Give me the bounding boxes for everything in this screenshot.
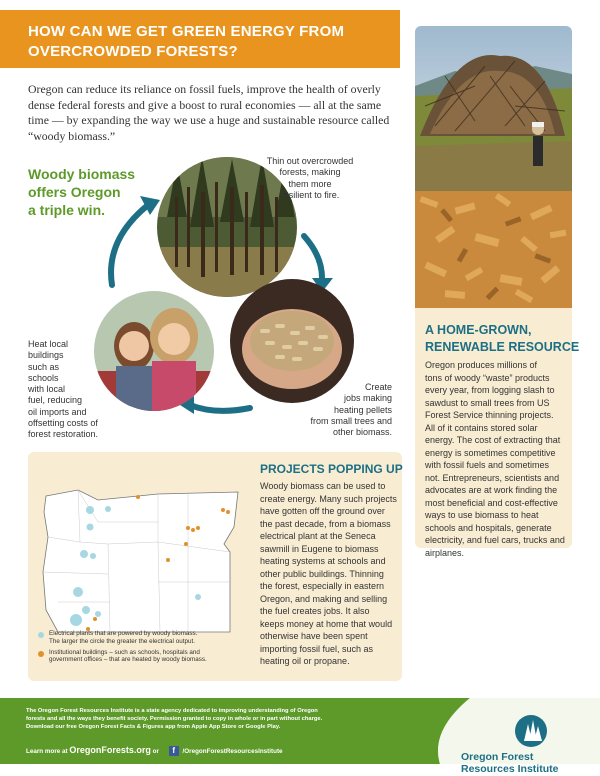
projects-body-line: importing fossil fuel, such as — [260, 643, 374, 654]
electric-plant-dot — [86, 506, 94, 514]
caption-line: Thin out overcrowded — [266, 156, 354, 166]
projects-body — [260, 480, 400, 668]
projects-body-line: keeps money at home that would — [260, 618, 393, 629]
learn-more-text: Learn more at — [26, 748, 68, 755]
intro-line: “woody biomass.” — [28, 128, 116, 143]
institutional-building-dot — [166, 558, 170, 562]
institutional-building-dot — [136, 495, 140, 499]
projects-body-line: other public buildings. Thinning — [260, 568, 384, 579]
homegrown-body-line: advocates are at work finding the — [425, 485, 558, 495]
homegrown-body-line: electricity, and fuel cars, trucks and — [425, 535, 565, 545]
caption-line: them more — [288, 178, 332, 189]
orange-dot-icon — [38, 651, 44, 657]
projects-body-line: sawmill in Eugene to biomass — [260, 543, 379, 554]
homegrown-title-line: RENEWABLE RESOURCE — [425, 340, 580, 354]
homegrown-body-line: schools and hospitals, generate — [425, 522, 552, 533]
wood-chips-photo — [415, 191, 572, 308]
projects-body-line: the forest, especially in eastern — [260, 581, 385, 591]
kids-circle-photo — [94, 291, 214, 411]
institutional-building-dot — [221, 508, 225, 512]
caption-line: forest restoration. — [28, 429, 99, 440]
heat-buildings-caption — [28, 339, 98, 441]
intro-line: time — by expanding the way we use a huge and sustainable resource called — [28, 113, 390, 127]
projects-body-line: Woody biomass can be used to — [260, 481, 386, 491]
electric-plant-dot — [73, 587, 83, 597]
legend-line: The larger the circle the greater the electrical output. — [49, 637, 195, 645]
caption-line: such as — [28, 361, 60, 372]
projects-body-line: otherwise have been spent — [260, 631, 368, 641]
homegrown-body-line: Forest Service thinning projects. — [425, 410, 554, 420]
homegrown-body-line: not. Entrepreneurs, scientists and — [425, 472, 560, 483]
intro-line: Oregon can reduce its reliance on fossil fuels, improve the health of overly — [28, 82, 381, 96]
legend-line: government offices – that are heated by woody biomass. — [49, 656, 207, 664]
electric-plant-dot — [90, 553, 96, 559]
homegrown-body-line: tons of woody “waste” products — [425, 372, 550, 383]
thin-forests-caption — [255, 156, 365, 201]
photo-column — [415, 26, 572, 308]
electric-plant-dot — [82, 606, 90, 614]
homegrown-body-line: with fossil fuels and sometimes — [425, 460, 550, 470]
projects-body-line: create energy. Many such projects — [260, 493, 397, 504]
facebook-icon: f — [169, 746, 179, 756]
facebook-link[interactable]: /OregonForestResourcesInstitute — [182, 748, 283, 755]
homegrown-title — [425, 322, 580, 356]
institutional-building-dot — [186, 526, 190, 530]
footer-line: The Oregon Forest Resources Institute is a state agency dedicated to improving understanding of Oregon — [26, 708, 318, 714]
homegrown-body-line: sawdust to small trees from US — [425, 397, 550, 408]
projects-body-line: have gotten off the ground over — [260, 506, 385, 516]
or-text: or — [152, 748, 159, 755]
electric-plant-dot — [195, 594, 201, 600]
caption-line: resilient to fire. — [280, 189, 340, 200]
homegrown-body-line: most beneficial and cost-effective — [425, 497, 558, 508]
projects-body-line: electrical plant at the Seneca — [260, 531, 376, 541]
homegrown-body-line: All of it contains stored solar — [425, 422, 538, 433]
homegrown-resource-box — [415, 308, 580, 558]
institutional-building-dot — [93, 617, 97, 621]
oregon-outline — [43, 490, 238, 632]
homegrown-body-line: every year, from logging slash to — [425, 385, 555, 395]
institutional-building-dot — [191, 528, 195, 532]
institutional-building-dot — [226, 510, 230, 514]
electric-plant-dot — [87, 524, 94, 531]
projects-title: PROJECTS POPPING UP — [260, 462, 403, 476]
caption-line: offsetting costs of — [28, 418, 98, 429]
electric-plant-dot — [70, 614, 82, 626]
caption-line: from small trees and — [310, 415, 392, 426]
projects-box — [28, 452, 402, 681]
footer-description — [26, 707, 322, 731]
legend-electric — [36, 630, 246, 646]
caption-line: buildings — [28, 350, 64, 361]
intro-line: dense federal forests and give a boost to rural economies — all at the same — [28, 97, 382, 112]
caption-line: with local — [28, 384, 66, 395]
oregon-map — [38, 482, 248, 642]
caption-line: schools — [28, 372, 59, 383]
caption-line: jobs making — [343, 393, 392, 404]
caption-line: other biomass. — [332, 427, 392, 438]
projects-body-line: the past decade, from a biomass — [260, 518, 391, 529]
homegrown-body-line: ways to use biomass to heat — [425, 510, 539, 520]
electric-plant-dot — [95, 611, 101, 617]
electric-plant-dot — [80, 550, 88, 558]
ofri-name-line: Oregon Forest — [461, 751, 534, 763]
triple-win-line: Woody biomass — [28, 166, 136, 182]
header-title-line: HOW CAN WE GET GREEN ENERGY FROM — [28, 23, 345, 40]
caption-line: Heat local — [28, 339, 69, 349]
footer — [0, 698, 600, 775]
caption-line: heating pellets — [333, 404, 392, 415]
intro-paragraph — [28, 82, 398, 144]
homegrown-body-line: Oregon produces millions of — [425, 360, 538, 370]
header-title-line: OVERCROWDED FORESTS? — [28, 43, 238, 60]
caption-line: Create — [364, 382, 392, 392]
projects-body-line: the fuel creates jobs. It also — [260, 606, 370, 616]
ofri-name-line: Resources Institute — [461, 763, 559, 775]
electric-plant-dot — [105, 506, 111, 512]
projects-body-line: Oregon, and making and selling — [260, 593, 388, 604]
ofri-tree-logo-icon — [514, 714, 548, 748]
caption-line: fuel, reducing — [28, 395, 83, 406]
arrow-right-down — [304, 236, 322, 278]
footer-line: Download our free Oregon Forest Facts & Figures app from Apple App Store or Google Play. — [26, 724, 281, 730]
homegrown-body-line: energy. The cost of extracting that — [425, 435, 561, 445]
ofri-name — [461, 751, 558, 775]
legend-line: Institutional buildings – such as schools, hospitals and — [49, 648, 200, 656]
caption-line: forests, making — [279, 167, 341, 178]
triple-win-line: a triple win. — [28, 202, 106, 218]
homegrown-body-line: energy is sometimes competitive — [425, 447, 556, 458]
homegrown-body — [425, 359, 564, 559]
create-jobs-caption — [282, 382, 392, 438]
legend-line: Electrical plants that are powered by woody biomass. — [49, 630, 198, 637]
footer-links — [26, 745, 283, 756]
slash-pile-photo — [415, 26, 572, 191]
legend-institutional — [36, 649, 246, 665]
triple-win-heading — [28, 165, 168, 219]
arrow-bottom-left — [190, 405, 250, 411]
footer-line: forests and all the ways they benefit society. Permission granted to copy in whole or in part without charge. — [26, 716, 323, 722]
projects-body-line: heating systems at schools and — [260, 556, 386, 566]
projects-body-line: heating oil or propane. — [260, 656, 350, 666]
institutional-building-dot — [184, 542, 188, 546]
homegrown-body-line: airplanes. — [425, 547, 465, 558]
website-link[interactable]: OregonForests.org — [69, 745, 151, 755]
caption-line: oil imports and — [28, 406, 87, 417]
blue-dot-icon — [38, 632, 44, 638]
institutional-building-dot — [196, 526, 200, 530]
triple-win-line: offers Oregon — [28, 184, 121, 200]
map-legend — [36, 630, 246, 667]
header-banner — [0, 10, 400, 68]
homegrown-title-line: A HOME-GROWN, — [425, 323, 532, 337]
